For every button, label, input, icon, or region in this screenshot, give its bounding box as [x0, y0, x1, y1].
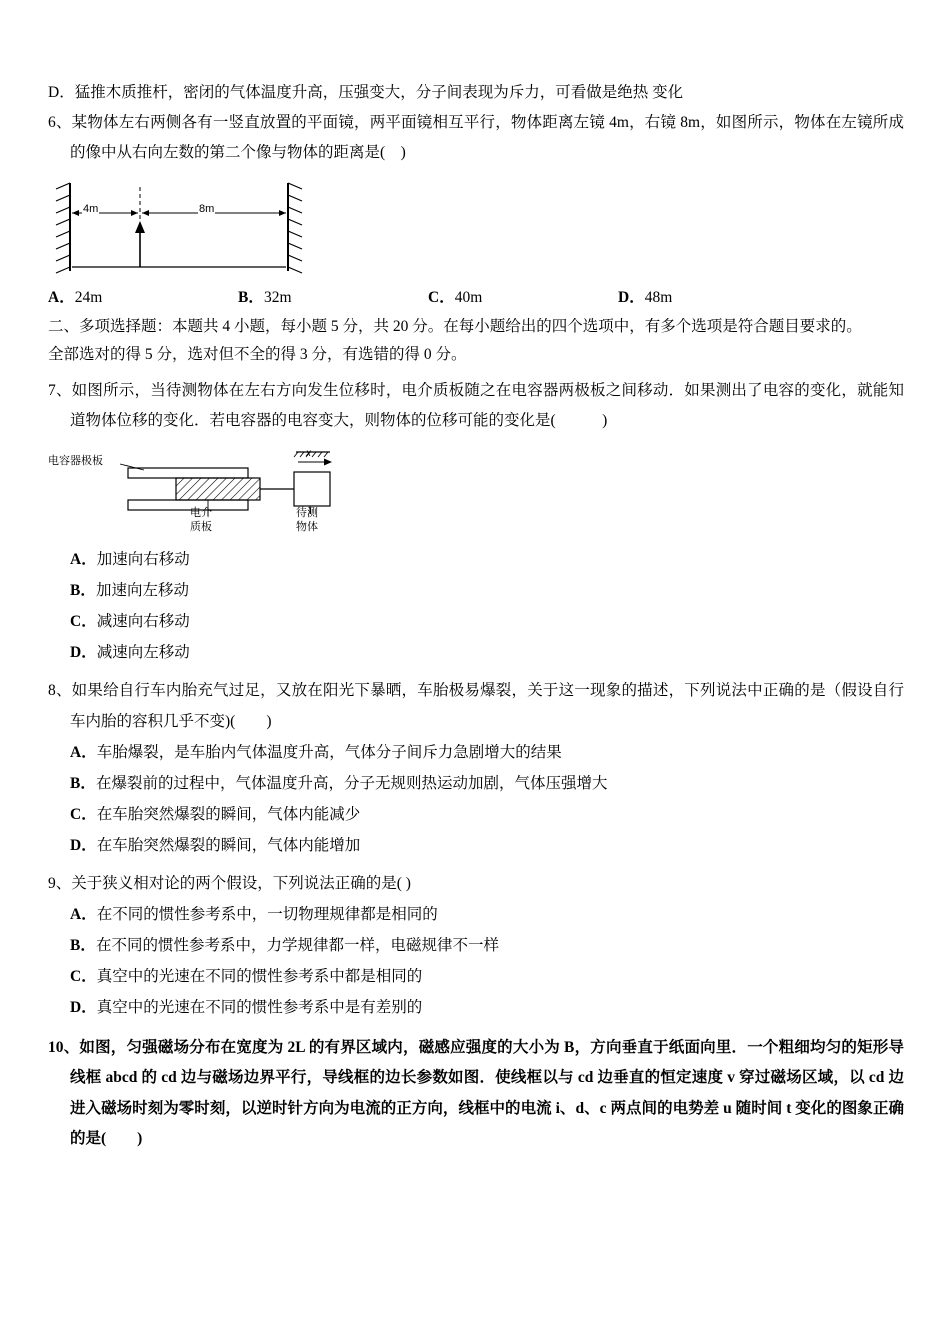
question-5-option-d: D．猛推木质推杆，密闭的气体温度升高，压强变大，分子间表现为斥力，可看做是绝热 变化	[48, 84, 684, 101]
option-d-label: D．	[70, 644, 97, 662]
question-7-option-a[interactable]	[48, 544, 904, 575]
mirror-figure-svg	[48, 179, 478, 275]
document-content	[48, 78, 904, 1154]
option-b-text: 在不同的惯性参考系中，力学规律都一样，电磁规律不一样	[96, 937, 500, 955]
question-6-options	[48, 285, 904, 307]
figure-label-4m: 4m	[83, 202, 99, 215]
figure-label-dielectric-1: 电介	[190, 507, 212, 520]
figure-label-x: x	[306, 448, 311, 460]
option-c-text: 40m	[454, 288, 483, 306]
option-d[interactable]	[618, 285, 808, 307]
figure-label-8m: 8m	[199, 202, 215, 215]
option-c-text: 在车胎突然爆裂的瞬间，气体内能减少	[96, 805, 361, 823]
question-8-text: 8、如果给自行车内胎充气过足，又放在阳光下暴晒，车胎极易爆裂，关于这一现象的描述，下列说法中正确的是（假设自行车内胎的容积几乎不变)( )	[48, 682, 904, 730]
question-8-option-d[interactable]	[48, 830, 904, 861]
option-c-text: 减速向右移动	[96, 613, 190, 631]
question-9-option-a[interactable]	[48, 899, 904, 930]
option-d-text: 在车胎突然爆裂的瞬间，气体内能增加	[96, 836, 361, 854]
question-8-option-c[interactable]	[48, 799, 904, 830]
question-9-option-d[interactable]	[48, 992, 904, 1023]
option-d-label: D．	[70, 999, 97, 1017]
option-a-label: A．	[70, 551, 97, 569]
section-2-heading-line-1: 二、多项选择题：本题共 4 小题，每小题 5 分，共 20 分。在每小题给出的四个选项中，有多个选项是符合题目要求的。	[48, 317, 862, 335]
section-2-heading-line-2: 全部选对的得 5 分，选对但不全的得 3 分，有选错的得 0 分。	[48, 346, 467, 364]
option-b[interactable]	[238, 285, 428, 307]
question-8-option-b[interactable]	[48, 768, 904, 799]
option-c-label: C．	[70, 805, 97, 823]
option-a-text: 加速向右移动	[96, 551, 190, 569]
option-d-label: D．	[618, 288, 645, 306]
question-6-figure	[48, 179, 478, 275]
question-9-text: 9、关于狭义相对论的两个假设，下列说法正确的是( )	[48, 874, 411, 892]
figure-label-dielectric-2: 质板	[190, 521, 212, 534]
question-8-option-a[interactable]	[48, 737, 904, 768]
question-7-option-c[interactable]	[48, 606, 904, 637]
option-d-text: 48m	[644, 288, 673, 306]
option-c-text: 真空中的光速在不同的惯性参考系中都是相同的	[96, 968, 423, 986]
option-a-text: 在不同的惯性参考系中，一切物理规律都是相同的	[96, 906, 438, 924]
option-c[interactable]	[428, 285, 618, 307]
question-9-option-b[interactable]	[48, 930, 904, 961]
figure-label-capacitor-plate: 电容器极板	[48, 455, 103, 468]
option-d-text: 真空中的光速在不同的惯性参考系中是有差别的	[96, 999, 423, 1017]
option-a-label: A．	[48, 288, 75, 306]
option-b-text: 在爆裂前的过程中，气体温度升高，分子无规则热运动加剧，气体压强增大	[96, 774, 608, 792]
question-9-option-c[interactable]	[48, 961, 904, 992]
question-10-text: 10、如图，匀强磁场分布在宽度为 2L 的有界区域内，磁感应强度的大小为 B，方向垂直于纸面向里．一个粗细均匀的矩形导线框 abcd 的 cd 边与磁场边界平行，导线框的边长参数如图．使线框以与 cd 边垂直的恒定速度 v 穿过磁场区域，以 cd 边进入磁场时刻为零时刻，以逆时针方向为电流的正方向，线框中的电流 i、d、c 两点间的电势差 u 随时间 t 变化的图象正确的是( )	[48, 1039, 904, 1147]
option-b-label: B．	[70, 937, 96, 955]
option-c-label: C．	[70, 613, 97, 631]
figure-label-object-1: 待测	[296, 507, 318, 520]
option-a-text: 车胎爆裂，是车胎内气体温度升高，气体分子间斥力急剧增大的结果	[96, 743, 562, 761]
option-d-label: D．	[70, 836, 97, 854]
figure-label-object-2: 物体	[296, 521, 318, 534]
option-b-label: B．	[70, 774, 96, 792]
option-a-label: A．	[70, 743, 97, 761]
option-a[interactable]	[48, 285, 238, 307]
question-6-text: 6、某物体左右两侧各有一竖直放置的平面镜，两平面镜相互平行，物体距离左镜 4m，右镜 8m，如图所示，物体在左镜所成的像中从右向左数的第二个像与物体的距离是( )	[48, 114, 904, 162]
question-7-figure	[48, 444, 378, 540]
option-b-label: B．	[70, 582, 96, 600]
option-a-label: A．	[70, 906, 97, 924]
question-7-option-b[interactable]	[48, 575, 904, 606]
option-c-label: C．	[70, 968, 97, 986]
option-b-label: B．	[238, 288, 264, 306]
question-7-option-d[interactable]	[48, 637, 904, 668]
option-d-text: 减速向左移动	[96, 644, 190, 662]
option-b-text: 加速向左移动	[96, 582, 190, 600]
question-7-text: 7、如图所示，当待测物体在左右方向发生位移时，电介质板随之在电容器两极板之间移动．如果测出了电容的变化，就能知道物体位移的变化．若电容器的电容变大，则物体的位移可能的变化是( )	[48, 382, 904, 430]
option-a-text: 24m	[74, 288, 103, 306]
option-b-text: 32m	[264, 288, 292, 306]
option-c-label: C．	[428, 288, 455, 306]
